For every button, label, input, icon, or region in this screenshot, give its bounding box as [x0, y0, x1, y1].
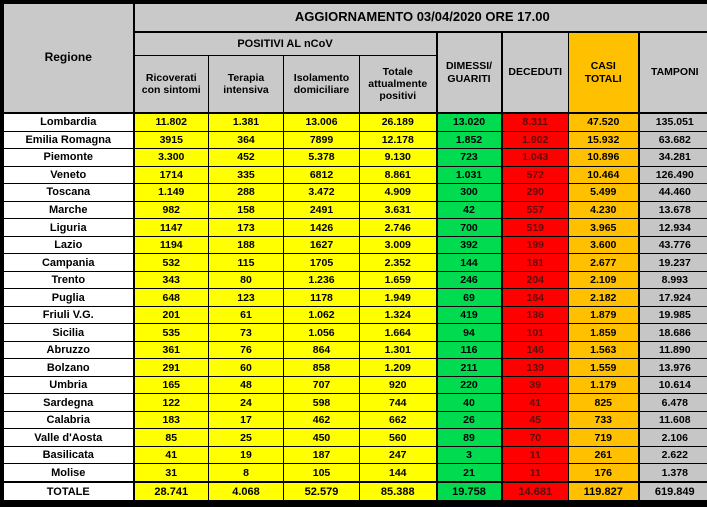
cell-deceduti: 11	[502, 464, 569, 482]
cell-casi-totali: 2.109	[569, 271, 639, 289]
cell-ricoverati: 532	[134, 254, 209, 272]
cell-casi-totali: 10.464	[569, 166, 639, 184]
cell-totale-positivi: 1.659	[360, 271, 437, 289]
cell-totale-positivi: 26.189	[360, 113, 437, 131]
cell-tamponi: 13.976	[639, 359, 707, 377]
cell-isolamento: 707	[284, 376, 360, 394]
region-label: Trento	[4, 271, 134, 289]
cell-dimessi-guariti: 94	[437, 324, 502, 342]
cell-ricoverati: 1714	[134, 166, 209, 184]
cell-dimessi-guariti: 13.020	[437, 113, 502, 131]
cell-ricoverati: 291	[134, 359, 209, 377]
cell-terapia-intensiva: 335	[209, 166, 284, 184]
cell-deceduti: 181	[502, 254, 569, 272]
cell-ricoverati: 648	[134, 289, 209, 307]
positivi-group-header: POSITIVI AL nCoV	[134, 32, 437, 56]
cell-terapia-intensiva: 25	[209, 429, 284, 447]
cell-isolamento: 5.378	[284, 149, 360, 167]
cell-tamponi: 19.985	[639, 306, 707, 324]
cell-totale-positivi: 247	[360, 446, 437, 464]
cell-ricoverati: 11.802	[134, 113, 209, 131]
col-header-tamponi: TAMPONI	[639, 32, 707, 113]
region-label: Lazio	[4, 236, 134, 254]
cell-deceduti: 1.902	[502, 131, 569, 149]
region-label: Lombardia	[4, 113, 134, 131]
title-row	[4, 4, 707, 33]
cell-casi-totali: 3.965	[569, 219, 639, 237]
cell-deceduti: 41	[502, 394, 569, 412]
cell-casi-totali: 719	[569, 429, 639, 447]
cell-totale-positivi: 3.631	[360, 201, 437, 219]
cell-totale-positivi: 1.949	[360, 289, 437, 307]
cell-dimessi-guariti: 1.852	[437, 131, 502, 149]
total-row	[4, 482, 707, 500]
region-label: Emilia Romagna	[4, 131, 134, 149]
cell-ricoverati: 1147	[134, 219, 209, 237]
cell-ricoverati: 183	[134, 411, 209, 429]
cell-dimessi-guariti: 40	[437, 394, 502, 412]
cell-casi-totali: 5.499	[569, 184, 639, 202]
cell-terapia-intensiva: 61	[209, 306, 284, 324]
cell-isolamento: 6812	[284, 166, 360, 184]
cell-ricoverati: 535	[134, 324, 209, 342]
region-label: Puglia	[4, 289, 134, 307]
cell-totale-positivi: 3.009	[360, 236, 437, 254]
cell-isolamento: 858	[284, 359, 360, 377]
cell-dimessi-guariti: 220	[437, 376, 502, 394]
region-label: Bolzano	[4, 359, 134, 377]
region-label: Marche	[4, 201, 134, 219]
cell-deceduti: 572	[502, 166, 569, 184]
cell-isolamento: 105	[284, 464, 360, 482]
table-row	[4, 271, 707, 289]
table-row	[4, 376, 707, 394]
cell-dimessi-guariti: 246	[437, 271, 502, 289]
cell-deceduti: 1.043	[502, 149, 569, 167]
cell-tamponi: 13.678	[639, 201, 707, 219]
cell-totale-positivi: 1.209	[360, 359, 437, 377]
cell-casi-totali: 3.600	[569, 236, 639, 254]
cell-tamponi: 6.478	[639, 394, 707, 412]
cell-terapia-intensiva: 452	[209, 149, 284, 167]
cell-casi-totali: 1.859	[569, 324, 639, 342]
cell-dimessi-guariti: 1.031	[437, 166, 502, 184]
cell-terapia-intensiva: 4.068	[209, 482, 284, 500]
cell-tamponi: 2.622	[639, 446, 707, 464]
cell-deceduti: 8.311	[502, 113, 569, 131]
region-label: Liguria	[4, 219, 134, 237]
cell-isolamento: 462	[284, 411, 360, 429]
cell-casi-totali: 176	[569, 464, 639, 482]
cell-tamponi: 17.924	[639, 289, 707, 307]
table-row	[4, 166, 707, 184]
cell-ricoverati: 165	[134, 376, 209, 394]
cell-totale-positivi: 2.746	[360, 219, 437, 237]
table-row	[4, 324, 707, 342]
cell-totale-positivi: 8.861	[360, 166, 437, 184]
cell-tamponi: 34.281	[639, 149, 707, 167]
cell-casi-totali: 47.520	[569, 113, 639, 131]
cell-isolamento: 450	[284, 429, 360, 447]
cell-totale-positivi: 560	[360, 429, 437, 447]
region-label: Campania	[4, 254, 134, 272]
cell-terapia-intensiva: 188	[209, 236, 284, 254]
cell-terapia-intensiva: 60	[209, 359, 284, 377]
region-label: Calabria	[4, 411, 134, 429]
cell-deceduti: 146	[502, 341, 569, 359]
cell-ricoverati: 3915	[134, 131, 209, 149]
cell-dimessi-guariti: 392	[437, 236, 502, 254]
table-row	[4, 131, 707, 149]
cell-dimessi-guariti: 700	[437, 219, 502, 237]
cell-isolamento: 1.236	[284, 271, 360, 289]
cell-terapia-intensiva: 73	[209, 324, 284, 342]
region-label: Valle d'Aosta	[4, 429, 134, 447]
cell-ricoverati: 28.741	[134, 482, 209, 500]
cell-deceduti: 199	[502, 236, 569, 254]
cell-totale-positivi: 920	[360, 376, 437, 394]
cell-totale-positivi: 744	[360, 394, 437, 412]
table-row	[4, 113, 707, 131]
col-header-casi-totali: CASI TOTALI	[569, 32, 639, 113]
cell-isolamento: 1.062	[284, 306, 360, 324]
cell-dimessi-guariti: 116	[437, 341, 502, 359]
cell-ricoverati: 201	[134, 306, 209, 324]
cell-isolamento: 13.006	[284, 113, 360, 131]
cell-dimessi-guariti: 69	[437, 289, 502, 307]
table-row	[4, 429, 707, 447]
cell-dimessi-guariti: 211	[437, 359, 502, 377]
cell-casi-totali: 15.932	[569, 131, 639, 149]
cell-tamponi: 44.460	[639, 184, 707, 202]
cell-totale-positivi: 4.909	[360, 184, 437, 202]
cell-deceduti: 164	[502, 289, 569, 307]
cell-terapia-intensiva: 123	[209, 289, 284, 307]
region-label: TOTALE	[4, 482, 134, 500]
cell-totale-positivi: 9.130	[360, 149, 437, 167]
cell-ricoverati: 31	[134, 464, 209, 482]
cell-casi-totali: 119.827	[569, 482, 639, 500]
cell-isolamento: 864	[284, 341, 360, 359]
table-row	[4, 254, 707, 272]
cell-isolamento: 3.472	[284, 184, 360, 202]
cell-deceduti: 70	[502, 429, 569, 447]
cell-tamponi: 126.490	[639, 166, 707, 184]
cell-isolamento: 7899	[284, 131, 360, 149]
table-row	[4, 394, 707, 412]
cell-ricoverati: 982	[134, 201, 209, 219]
table-body	[4, 113, 707, 501]
region-label: Basilicata	[4, 446, 134, 464]
cell-ricoverati: 361	[134, 341, 209, 359]
cell-totale-positivi: 144	[360, 464, 437, 482]
cell-totale-positivi: 1.664	[360, 324, 437, 342]
cell-terapia-intensiva: 19	[209, 446, 284, 464]
col-header-isolamento: Isolamento domiciliare	[284, 56, 360, 114]
cell-deceduti: 14.681	[502, 482, 569, 500]
cell-totale-positivi: 85.388	[360, 482, 437, 500]
cell-casi-totali: 2.677	[569, 254, 639, 272]
cell-terapia-intensiva: 158	[209, 201, 284, 219]
cell-tamponi: 10.614	[639, 376, 707, 394]
table-row	[4, 236, 707, 254]
cell-deceduti: 290	[502, 184, 569, 202]
cell-dimessi-guariti: 3	[437, 446, 502, 464]
cell-terapia-intensiva: 48	[209, 376, 284, 394]
cell-dimessi-guariti: 21	[437, 464, 502, 482]
cell-totale-positivi: 2.352	[360, 254, 437, 272]
table-row	[4, 219, 707, 237]
covid-data-table	[3, 3, 707, 501]
cell-deceduti: 557	[502, 201, 569, 219]
cell-isolamento: 187	[284, 446, 360, 464]
cell-casi-totali: 1.879	[569, 306, 639, 324]
cell-deceduti: 101	[502, 324, 569, 342]
cell-totale-positivi: 662	[360, 411, 437, 429]
region-label: Molise	[4, 464, 134, 482]
cell-deceduti: 136	[502, 306, 569, 324]
table-title: AGGIORNAMENTO 03/04/2020 ORE 17.00	[134, 4, 707, 33]
cell-casi-totali: 1.563	[569, 341, 639, 359]
table-row	[4, 306, 707, 324]
col-header-deceduti: DECEDUTI	[502, 32, 569, 113]
cell-isolamento: 598	[284, 394, 360, 412]
cell-tamponi: 63.682	[639, 131, 707, 149]
cell-dimessi-guariti: 19.758	[437, 482, 502, 500]
cell-casi-totali: 10.896	[569, 149, 639, 167]
cell-terapia-intensiva: 115	[209, 254, 284, 272]
cell-dimessi-guariti: 144	[437, 254, 502, 272]
cell-ricoverati: 1.149	[134, 184, 209, 202]
region-label: Friuli V.G.	[4, 306, 134, 324]
cell-casi-totali: 733	[569, 411, 639, 429]
cell-casi-totali: 4.230	[569, 201, 639, 219]
cell-tamponi: 8.993	[639, 271, 707, 289]
cell-tamponi: 619.849	[639, 482, 707, 500]
cell-tamponi: 18.686	[639, 324, 707, 342]
col-header-dimessi-guariti: DIMESSI/ GUARITI	[437, 32, 502, 113]
cell-isolamento: 52.579	[284, 482, 360, 500]
cell-tamponi: 135.051	[639, 113, 707, 131]
cell-terapia-intensiva: 24	[209, 394, 284, 412]
table-row	[4, 149, 707, 167]
cell-tamponi: 2.106	[639, 429, 707, 447]
cell-tamponi: 1.378	[639, 464, 707, 482]
cell-dimessi-guariti: 42	[437, 201, 502, 219]
table-row	[4, 464, 707, 482]
cell-deceduti: 45	[502, 411, 569, 429]
cell-deceduti: 139	[502, 359, 569, 377]
cell-isolamento: 1426	[284, 219, 360, 237]
cell-terapia-intensiva: 17	[209, 411, 284, 429]
cell-terapia-intensiva: 76	[209, 341, 284, 359]
cell-dimessi-guariti: 419	[437, 306, 502, 324]
table-row	[4, 341, 707, 359]
region-label: Sicilia	[4, 324, 134, 342]
col-header-terapia-intensiva: Terapia intensiva	[209, 56, 284, 114]
cell-isolamento: 1705	[284, 254, 360, 272]
cell-terapia-intensiva: 364	[209, 131, 284, 149]
cell-isolamento: 2491	[284, 201, 360, 219]
cell-tamponi: 11.608	[639, 411, 707, 429]
cell-terapia-intensiva: 288	[209, 184, 284, 202]
cell-casi-totali: 825	[569, 394, 639, 412]
cell-deceduti: 11	[502, 446, 569, 464]
cell-tamponi: 43.776	[639, 236, 707, 254]
cell-terapia-intensiva: 80	[209, 271, 284, 289]
table-row	[4, 446, 707, 464]
region-label: Sardegna	[4, 394, 134, 412]
cell-tamponi: 11.890	[639, 341, 707, 359]
table-row	[4, 201, 707, 219]
cell-ricoverati: 41	[134, 446, 209, 464]
cell-terapia-intensiva: 8	[209, 464, 284, 482]
region-column-header: Regione	[4, 4, 134, 114]
cell-isolamento: 1178	[284, 289, 360, 307]
cell-casi-totali: 261	[569, 446, 639, 464]
cell-ricoverati: 3.300	[134, 149, 209, 167]
cell-ricoverati: 122	[134, 394, 209, 412]
cell-ricoverati: 85	[134, 429, 209, 447]
cell-isolamento: 1627	[284, 236, 360, 254]
region-label: Toscana	[4, 184, 134, 202]
table-row	[4, 289, 707, 307]
table-row	[4, 359, 707, 377]
table-row	[4, 184, 707, 202]
cell-casi-totali: 1.559	[569, 359, 639, 377]
cell-totale-positivi: 1.324	[360, 306, 437, 324]
col-header-ricoverati: Ricoverati con sintomi	[134, 56, 209, 114]
cell-ricoverati: 343	[134, 271, 209, 289]
cell-deceduti: 519	[502, 219, 569, 237]
cell-tamponi: 12.934	[639, 219, 707, 237]
region-label: Umbria	[4, 376, 134, 394]
region-label: Veneto	[4, 166, 134, 184]
cell-casi-totali: 2.182	[569, 289, 639, 307]
cell-dimessi-guariti: 723	[437, 149, 502, 167]
table-row	[4, 411, 707, 429]
cell-dimessi-guariti: 26	[437, 411, 502, 429]
cell-deceduti: 204	[502, 271, 569, 289]
col-header-totale-positivi: Totale attualmente positivi	[360, 56, 437, 114]
region-label: Abruzzo	[4, 341, 134, 359]
cell-terapia-intensiva: 1.381	[209, 113, 284, 131]
cell-isolamento: 1.056	[284, 324, 360, 342]
cell-ricoverati: 1194	[134, 236, 209, 254]
cell-totale-positivi: 12.178	[360, 131, 437, 149]
cell-dimessi-guariti: 300	[437, 184, 502, 202]
cell-deceduti: 39	[502, 376, 569, 394]
cell-terapia-intensiva: 173	[209, 219, 284, 237]
cell-totale-positivi: 1.301	[360, 341, 437, 359]
cell-dimessi-guariti: 89	[437, 429, 502, 447]
cell-tamponi: 19.237	[639, 254, 707, 272]
region-label: Piemonte	[4, 149, 134, 167]
cell-casi-totali: 1.179	[569, 376, 639, 394]
